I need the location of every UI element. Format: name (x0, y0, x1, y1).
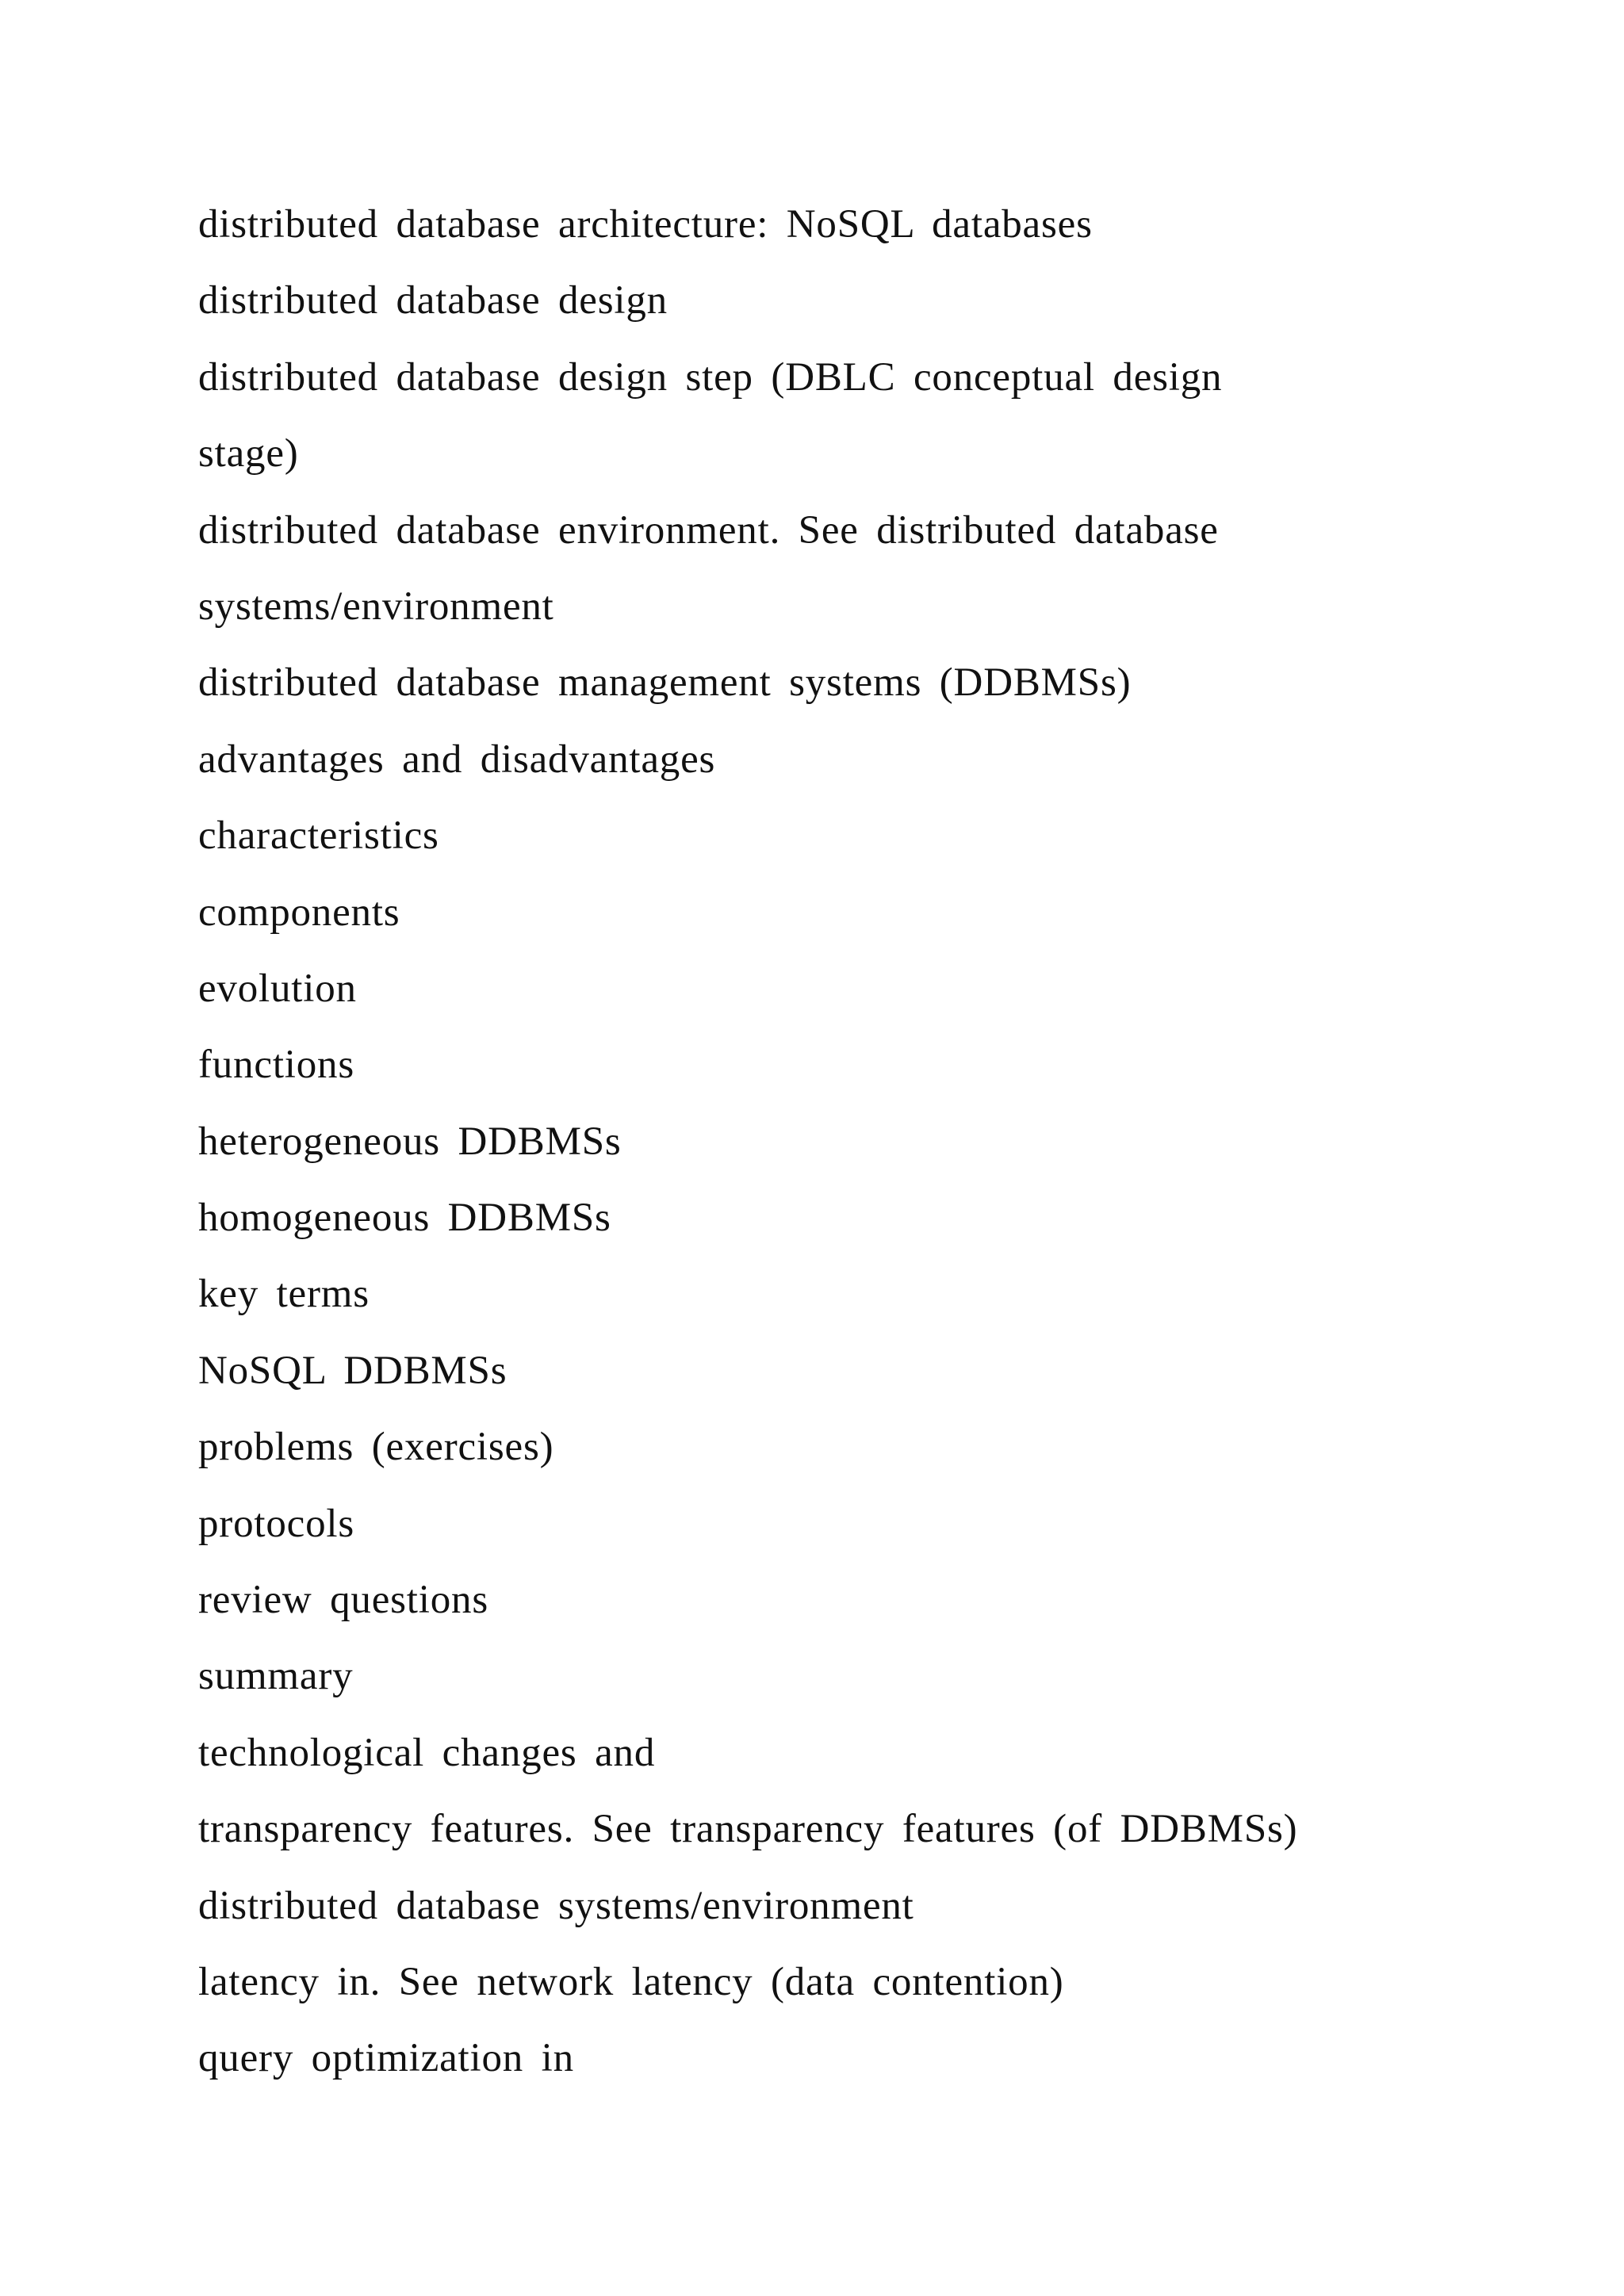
index-line: problems (exercises) (198, 1425, 554, 1470)
index-line: latency in. See network latency (data contention) (198, 1959, 1064, 2004)
index-line: NoSQL DDBMSs (198, 1348, 508, 1393)
index-line: distributed database design (198, 278, 668, 323)
index-line: evolution (198, 966, 357, 1011)
index-line: technological changes and (198, 1730, 656, 1775)
index-line: key terms (198, 1272, 370, 1317)
index-line: distributed database management systems (DDBMSs) (198, 660, 1132, 706)
index-line: characteristics (198, 813, 439, 859)
index-line: distributed database design step (DBLC conceptual design (198, 354, 1223, 400)
index-line: advantages and disadvantages (198, 737, 716, 782)
index-line: components (198, 890, 400, 935)
index-line: distributed database systems/environment (198, 1883, 914, 1928)
index-line: stage) (198, 431, 299, 476)
index-line: homogeneous DDBMSs (198, 1196, 611, 1241)
index-line: summary (198, 1654, 354, 1699)
index-list (198, 186, 1507, 2097)
index-line: query optimization in (198, 2036, 574, 2081)
index-line: heterogeneous DDBMSs (198, 1119, 622, 1164)
index-line: review questions (198, 1578, 488, 1623)
index-line: systems/environment (198, 584, 554, 629)
index-line: distributed database environment. See distributed database (198, 507, 1219, 553)
index-line: protocols (198, 1501, 355, 1546)
index-line: functions (198, 1043, 355, 1088)
index-line: distributed database architecture: NoSQL databases (198, 202, 1093, 247)
index-line: transparency features. See transparency features (of DDBMSs) (198, 1807, 1298, 1852)
